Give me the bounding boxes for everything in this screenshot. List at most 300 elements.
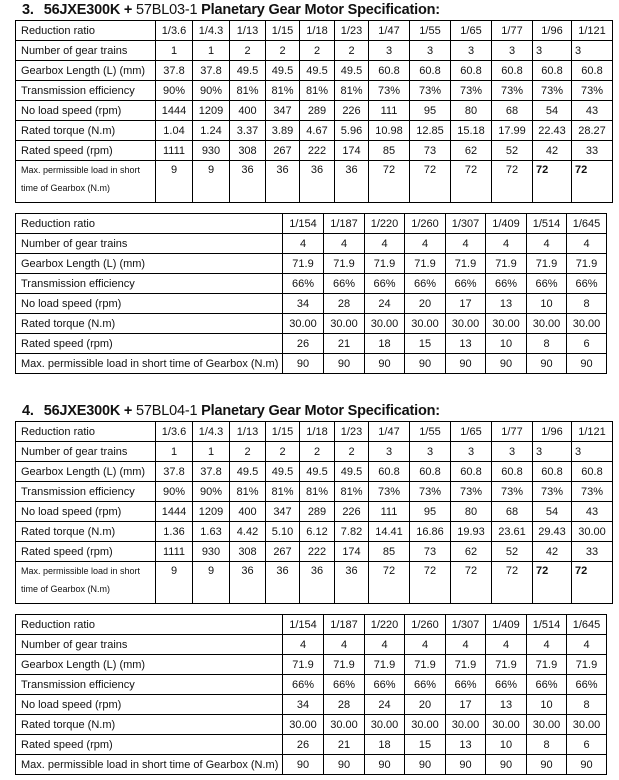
table-cell: 1/13 [230,422,266,442]
table-cell: 24 [365,294,405,314]
table-cell: 1/220 [365,214,405,234]
table-cell: 1/13 [230,21,266,41]
table-cell: 222 [300,141,335,161]
table-cell: 1444 [156,101,193,121]
table-cell: 2 [300,41,335,61]
table-cell: 37.8 [193,61,230,81]
table-cell: 71.9 [567,254,607,274]
table-cell: 10 [527,695,567,715]
table-cell: 930 [193,542,230,562]
table-cell: 13 [446,334,486,354]
section-3-title [22,2,440,18]
table-cell: 1/18 [300,422,335,442]
section-number: 4. [22,403,34,419]
table-cell: 226 [335,101,369,121]
table-cell: 15 [405,334,446,354]
table-cell: 2 [300,442,335,462]
table-cell: 2 [266,41,300,61]
table-cell: 1/23 [335,422,369,442]
table-cell: 13 [486,294,527,314]
table-cell: 72 [533,161,572,203]
table-cell: 28 [324,695,365,715]
table-cell: 2 [230,41,266,61]
table-cell: 3 [533,442,572,462]
table-cell: 90 [324,354,365,374]
table-cell: 1/47 [369,21,410,41]
table-cell: 34 [283,294,324,314]
table-cell: 60.8 [451,462,492,482]
table-cell: 1 [193,442,230,462]
table-cell: 20 [405,294,446,314]
table-cell: 71.9 [446,655,486,675]
table-cell: 4 [324,635,365,655]
table-cell: 1444 [156,502,193,522]
table-cell: 4 [405,635,446,655]
table-row [16,81,613,101]
title-motor: 57BL03-1 [132,2,198,18]
table-cell: 66% [283,675,324,695]
table-cell: 36 [335,562,369,604]
table-cell: 1/645 [567,214,607,234]
table-cell: 30.00 [567,715,607,735]
table-cell: 111 [369,502,410,522]
table-cell: 2 [335,442,369,462]
table-cell: 37.8 [156,61,193,81]
table-cell: 3 [369,442,410,462]
table-cell: 10 [486,735,527,755]
title-model: 56JXE300K + [43,2,133,18]
table-cell: 66% [365,274,405,294]
table-cell: 90 [527,354,567,374]
table-cell: 90 [446,755,486,775]
table-cell: 28 [324,294,365,314]
table-row [16,715,607,735]
table-cell: 71.9 [405,254,446,274]
table-cell: 71.9 [324,655,365,675]
table-cell: 1/154 [283,615,324,635]
table-cell: 66% [567,274,607,294]
table-cell: 1/187 [324,214,365,234]
table-cell: 4.67 [300,121,335,141]
table-cell: 71.9 [283,254,324,274]
table-cell: 71.9 [527,655,567,675]
section-4-title [22,403,440,419]
table-cell: 3.89 [266,121,300,141]
table-cell: 95 [410,101,451,121]
table-cell: 66% [446,675,486,695]
table-cell: 3 [410,442,451,462]
row-label: Number of gear trains [16,41,156,61]
table-cell: 80 [451,101,492,121]
table-cell: 90 [365,354,405,374]
table-cell: 1.04 [156,121,193,141]
table-row [16,354,607,374]
row-label: Gearbox Length (L) (mm) [16,655,283,675]
table-cell: 49.5 [335,462,369,482]
table-cell: 2 [266,442,300,462]
table-cell: 54 [533,502,572,522]
table-row [16,542,613,562]
row-label: Rated torque (N.m) [16,314,283,334]
table-cell: 1/409 [486,615,527,635]
table-cell: 308 [230,141,266,161]
table-cell: 90% [156,81,193,101]
table-cell: 62 [451,141,492,161]
table-cell: 10 [527,294,567,314]
table-cell: 1 [193,41,230,61]
table-row [16,635,607,655]
table-cell: 95 [410,502,451,522]
table-cell: 36 [266,562,300,604]
table-cell: 1/18 [300,21,335,41]
spec-table-4a [15,421,613,604]
table-cell: 17.99 [492,121,533,141]
table-row [16,655,607,675]
table-cell: 49.5 [335,61,369,81]
table-cell: 1 [156,442,193,462]
table-cell: 4 [324,234,365,254]
table-cell: 18 [365,334,405,354]
table-cell: 42 [533,542,572,562]
spec-table-3b [15,213,607,374]
table-row [16,334,607,354]
table-cell: 36 [300,562,335,604]
table-cell: 71.9 [486,254,527,274]
table-cell: 81% [335,81,369,101]
table-cell: 1/154 [283,214,324,234]
table-cell: 400 [230,502,266,522]
table-cell: 1/65 [451,21,492,41]
table-cell: 72 [451,562,492,604]
table-cell: 930 [193,141,230,161]
table-cell: 73% [533,482,572,502]
row-label: Number of gear trains [16,442,156,462]
table-cell: 90 [567,755,607,775]
table-cell: 1/260 [405,214,446,234]
table-cell: 37.8 [193,462,230,482]
table-cell: 9 [156,562,193,604]
table-row [16,695,607,715]
table-cell: 4 [405,234,446,254]
table-cell: 60.8 [492,61,533,81]
table-cell: 1/260 [405,615,446,635]
table-row [16,61,613,81]
table-cell: 73% [492,482,533,502]
table-cell: 1/121 [572,422,613,442]
table-cell: 72 [533,562,572,604]
table-cell: 90 [405,354,446,374]
table-cell: 33 [572,141,613,161]
row-label: Gearbox Length (L) (mm) [16,462,156,482]
table-cell: 81% [300,81,335,101]
table-cell: 1/187 [324,615,365,635]
table-row [16,755,607,775]
table-row [16,462,613,482]
table-cell: 72 [410,161,451,203]
table-row [16,422,613,442]
table-row [16,294,607,314]
table-cell: 80 [451,502,492,522]
table-cell: 73 [410,141,451,161]
table-cell: 36 [335,161,369,203]
table-cell: 28.27 [572,121,613,141]
table-row [16,502,613,522]
table-row [16,254,607,274]
table-cell: 81% [230,81,266,101]
table-cell: 68 [492,101,533,121]
table-cell: 13 [446,735,486,755]
table-cell: 68 [492,502,533,522]
table-cell: 3.37 [230,121,266,141]
table-cell: 1/4.3 [193,21,230,41]
table-cell: 85 [369,141,410,161]
table-cell: 7.82 [335,522,369,542]
table-cell: 30.00 [283,715,324,735]
table-cell: 90 [324,755,365,775]
row-label: No load speed (rpm) [16,294,283,314]
table-cell: 49.5 [230,61,266,81]
table-cell: 8 [567,294,607,314]
table-cell: 72 [492,562,533,604]
table-row [16,161,613,203]
table-cell: 81% [230,482,266,502]
table-row [16,314,607,334]
table-cell: 72 [369,161,410,203]
table-cell: 3 [369,41,410,61]
table-cell: 3 [451,442,492,462]
table-cell: 60.8 [451,61,492,81]
table-cell: 90 [283,755,324,775]
table-cell: 66% [324,274,365,294]
table-cell: 60.8 [369,462,410,482]
table-cell: 49.5 [266,462,300,482]
table-cell: 3 [572,41,613,61]
table-cell: 347 [266,101,300,121]
section-number: 3. [22,2,34,18]
table-cell: 15 [405,735,446,755]
table-cell: 49.5 [230,462,266,482]
table-cell: 1/77 [492,21,533,41]
row-label: No load speed (rpm) [16,101,156,121]
table-cell: 1/514 [527,615,567,635]
table-cell: 23.61 [492,522,533,542]
table-cell: 12.85 [410,121,451,141]
table-cell: 1/23 [335,21,369,41]
table-cell: 66% [405,274,446,294]
title-text: Planetary Gear Motor Specification: [197,2,440,18]
table-cell: 71.9 [365,655,405,675]
row-label: Reduction ratio [16,422,156,442]
table-cell: 24 [365,695,405,715]
table-cell: 30.00 [527,314,567,334]
table-cell: 1/409 [486,214,527,234]
row-label: Transmission efficiency [16,274,283,294]
table-cell: 81% [266,482,300,502]
table-cell: 400 [230,101,266,121]
table-cell: 4 [446,234,486,254]
table-cell: 4 [567,234,607,254]
table-cell: 42 [533,141,572,161]
table-row [16,735,607,755]
table-cell: 1/96 [533,21,572,41]
table-row [16,121,613,141]
row-label: Reduction ratio [16,615,283,635]
table-cell: 90 [446,354,486,374]
table-cell: 90 [405,755,446,775]
spec-table-3a [15,20,613,203]
row-label: Number of gear trains [16,635,283,655]
table-cell: 21 [324,735,365,755]
table-cell: 16.86 [410,522,451,542]
table-cell: 289 [300,101,335,121]
table-cell: 49.5 [266,61,300,81]
table-row [16,274,607,294]
table-cell: 71.9 [365,254,405,274]
table-cell: 1/47 [369,422,410,442]
table-cell: 71.9 [324,254,365,274]
table-cell: 73% [410,81,451,101]
table-cell: 2 [230,442,266,462]
table-cell: 13 [486,695,527,715]
table-cell: 5.96 [335,121,369,141]
table-cell: 30.00 [486,314,527,334]
table-cell: 81% [300,482,335,502]
table-row [16,675,607,695]
table-cell: 8 [527,334,567,354]
table-cell: 21 [324,334,365,354]
table-cell: 4 [527,635,567,655]
table-cell: 26 [283,735,324,755]
table-cell: 1111 [156,542,193,562]
table-cell: 1111 [156,141,193,161]
table-cell: 1/96 [533,422,572,442]
table-cell: 73% [451,482,492,502]
table-cell: 1/4.3 [193,422,230,442]
table-cell: 1/65 [451,422,492,442]
table-cell: 71.9 [567,655,607,675]
table-cell: 4 [446,635,486,655]
table-row [16,41,613,61]
table-cell: 4.42 [230,522,266,542]
table-cell: 30.00 [572,522,613,542]
table-cell: 71.9 [486,655,527,675]
table-row [16,522,613,542]
table-cell: 71.9 [527,254,567,274]
table-cell: 90 [486,354,527,374]
row-label: Gearbox Length (L) (mm) [16,61,156,81]
table-cell: 1/15 [266,422,300,442]
table-cell: 73% [369,81,410,101]
table-cell: 1/307 [446,615,486,635]
table-cell: 60.8 [410,462,451,482]
table-cell: 222 [300,542,335,562]
table-cell: 4 [283,234,324,254]
table-cell: 72 [369,562,410,604]
table-cell: 43 [572,502,613,522]
row-label: Max. permissible load in short time of Gearbox (N.m) [16,755,283,775]
spec-table-4b [15,614,607,775]
table-cell: 267 [266,542,300,562]
table-cell: 52 [492,141,533,161]
table-cell: 4 [567,635,607,655]
table-cell: 3 [492,442,533,462]
table-cell: 30.00 [365,314,405,334]
table-cell: 73% [572,482,613,502]
table-cell: 4 [486,635,527,655]
table-cell: 52 [492,542,533,562]
table-cell: 26 [283,334,324,354]
table-cell: 8 [527,735,567,755]
table-cell: 90 [283,354,324,374]
row-label: Max. permissible load in short time of Gearbox (N.m) [16,354,283,374]
table-cell: 66% [567,675,607,695]
table-cell: 19.93 [451,522,492,542]
table-cell: 30.00 [486,715,527,735]
table-cell: 4 [283,635,324,655]
table-cell: 73% [451,81,492,101]
table-cell: 1.36 [156,522,193,542]
table-cell: 34 [283,695,324,715]
table-cell: 6 [567,334,607,354]
table-cell: 36 [230,161,266,203]
table-cell: 1/645 [567,615,607,635]
row-label: Gearbox Length (L) (mm) [16,254,283,274]
table-cell: 66% [527,675,567,695]
table-row [16,141,613,161]
table-cell: 17 [446,695,486,715]
table-cell: 308 [230,542,266,562]
table-cell: 43 [572,101,613,121]
table-cell: 30.00 [527,715,567,735]
table-cell: 1209 [193,502,230,522]
table-cell: 29.43 [533,522,572,542]
row-label: Rated torque (N.m) [16,715,283,735]
table-cell: 71.9 [446,254,486,274]
table-cell: 30.00 [405,715,446,735]
row-label: Rated speed (rpm) [16,735,283,755]
table-cell: 174 [335,141,369,161]
table-cell: 60.8 [492,462,533,482]
table-cell: 1/3.6 [156,21,193,41]
row-label: Max. permissible load in short time of Gearbox (N.m) [16,161,156,203]
table-cell: 5.10 [266,522,300,542]
table-cell: 30.00 [567,314,607,334]
table-cell: 1 [156,41,193,61]
table-cell: 60.8 [572,462,613,482]
table-cell: 36 [300,161,335,203]
table-row [16,214,607,234]
table-cell: 81% [266,81,300,101]
table-cell: 81% [335,482,369,502]
table-cell: 30.00 [446,715,486,735]
table-cell: 111 [369,101,410,121]
table-cell: 1209 [193,101,230,121]
table-cell: 66% [446,274,486,294]
table-cell: 1/15 [266,21,300,41]
row-label: Rated speed (rpm) [16,141,156,161]
title-model: 56JXE300K + [43,403,133,419]
row-label: Rated speed (rpm) [16,542,156,562]
row-label: Reduction ratio [16,21,156,41]
table-cell: 90 [527,755,567,775]
table-cell: 36 [230,562,266,604]
table-cell: 9 [193,562,230,604]
row-label: Rated torque (N.m) [16,522,156,542]
table-cell: 72 [572,562,613,604]
table-cell: 30.00 [365,715,405,735]
table-cell: 6 [567,735,607,755]
table-cell: 30.00 [405,314,446,334]
